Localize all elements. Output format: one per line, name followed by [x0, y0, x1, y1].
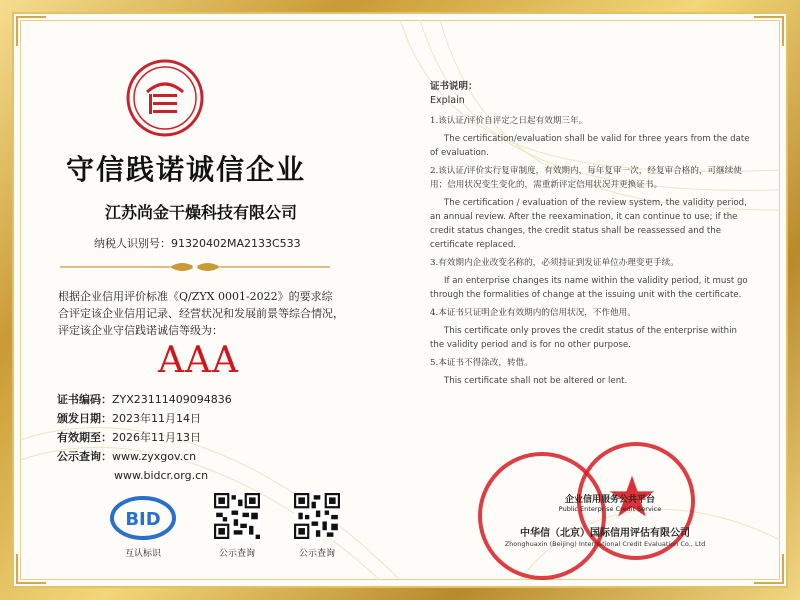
issuer-name-en: Zhonghuaxin (Beijing) International Credit Evaluation Co., Ltd: [504, 540, 706, 548]
certificate-title: 守信践诺诚信企业: [66, 153, 307, 186]
explain-item-en: The certification/evaluation shall be valid for three years from the date of evaluation.: [430, 134, 750, 158]
explain-item-cn: 4.本证书只证明企业有效期内的信用状况，不作他用。: [430, 308, 636, 318]
platform-en: Public Enterprise Credit Service: [558, 505, 662, 513]
basis-line: 评定该企业守信践诺诚信等级为：: [58, 324, 223, 337]
cert-no-value: ZYX23111409094836: [112, 393, 232, 406]
explain-heading-en: Explain: [430, 95, 465, 106]
ornamental-divider: [60, 257, 330, 277]
issuer-name: 中华信（北京）国际信用评估有限公司: [520, 528, 690, 539]
qr-code-icon[interactable]: [214, 493, 260, 539]
qr-2-label: 公示查询: [298, 549, 335, 559]
explain-heading-cn: 证书说明：: [430, 81, 478, 92]
explain-section: [430, 80, 750, 392]
explain-item-en: This certificate shall not be altered or lent.: [444, 376, 628, 386]
valid-date-label: 有效期至：: [57, 431, 112, 444]
explain-item-en: The certification / evaluation of the review system, the validity period, an annual review. After the reexamination, it can continue to use; if the credit status changes, the credit status shall be reassessed and the certificate replaced.: [430, 198, 747, 250]
qr-code-icon[interactable]: [294, 493, 340, 539]
certificate-info: [57, 390, 232, 485]
tax-id-value: 91320402MA2133C533: [171, 237, 301, 250]
credit-grade: AAA: [158, 340, 239, 381]
qr-1-label: 公示查询: [218, 549, 255, 559]
platform-label: [520, 492, 700, 513]
explain-item-cn: 5.本证书不得涂改，转借。: [430, 358, 533, 368]
explain-item-cn: 2.该认证/评价实行复审制度，有效期内，每年复审一次，经复审合格的，可继续使用；信用状况变生变化的，需重新评定信用状况并更换证书。: [430, 166, 742, 190]
cert-no-label: 证书编码：: [57, 393, 112, 406]
issue-date-label: 颁发日期：: [57, 412, 112, 425]
query-site-1[interactable]: www.zyxgov.cn: [112, 450, 197, 463]
tax-id-label: 纳税人识别号：: [94, 237, 171, 250]
svg-text:BID: BID: [125, 509, 161, 530]
explain-item-en: This certificate only proves the credit status of the enterprise within the validity period and is for no other purpose.: [430, 326, 737, 350]
explain-item-en: If an enterprise changes its name within the validity period, it must go through the formalities of change at the issuing unit with the certificate.: [430, 276, 748, 300]
tax-id-line: [94, 235, 301, 251]
mutual-recognition-badge-icon: [110, 496, 176, 540]
valid-date-value: 2026年11月13日: [112, 431, 201, 444]
evaluation-basis: [58, 288, 358, 339]
credit-logo-icon: [125, 58, 205, 138]
issue-date-value: 2023年11月14日: [112, 412, 201, 425]
platform-cn: 企业信用服务公共平台: [564, 495, 655, 505]
explain-item-cn: 3.有效期内企业改变名称的，必须持证到发证单位办理变更手续。: [430, 258, 679, 268]
explain-item-cn: 1.该认证/评价自评定之日起有效期三年。: [430, 116, 588, 126]
basis-line: 根据企业信用评价标准《Q/ZYX 0001-2022》的要求综: [58, 290, 333, 303]
basis-line: 合评定该企业信用记录、经营状况和发展前景等综合情况，: [58, 307, 344, 320]
query-label: 公示查询：: [57, 450, 112, 463]
query-site-2[interactable]: www.bidcr.org.cn: [114, 469, 209, 482]
company-name: 江苏尚金干燥科技有限公司: [104, 203, 297, 222]
badge-label: 互认标识: [124, 549, 161, 559]
